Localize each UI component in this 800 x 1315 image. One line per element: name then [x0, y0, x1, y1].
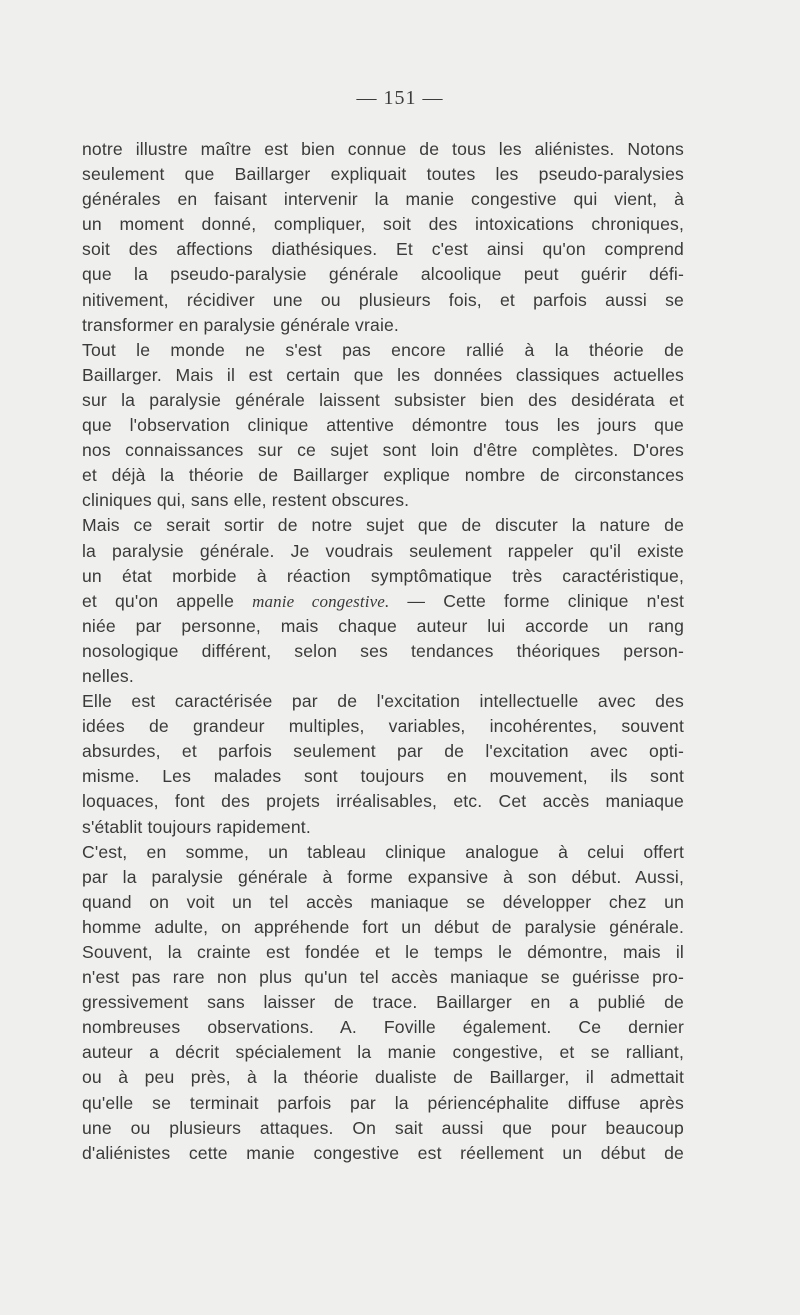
text-line: auteur a décrit spécialement la manie congestive, et se ralliant,	[82, 1042, 684, 1063]
text-line: par la paralysie générale à forme expansive à son début. Aussi,	[82, 866, 684, 887]
text-line: nelles.	[82, 665, 134, 686]
text-line: cliniques qui, sans elle, restent obscures.	[82, 490, 410, 511]
text-line: nos connaissances sur ce sujet sont loin d'être complètes. D'ores	[82, 440, 684, 461]
text-line: nosologique différent, selon ses tendances théoriques person-	[82, 640, 684, 661]
text-line: ou à peu près, à la théorie dualiste de Baillarger, il admettait	[82, 1067, 684, 1088]
text-line: misme. Les malades sont toujours en mouvement, ils sont	[82, 766, 684, 787]
text-line: Tout le monde ne s'est pas encore rallié à la théorie de	[82, 339, 684, 360]
text-line: générales en faisant intervenir la manie congestive qui vient, à	[82, 189, 684, 210]
text-line: Baillarger. Mais il est certain que les données classiques actuelles	[82, 364, 684, 385]
text-line: que l'observation clinique attentive démontre tous les jours que	[82, 415, 684, 436]
text-line: un état morbide à réaction symptômatique très caractéristique,	[82, 565, 684, 586]
text-line: loquaces, font des projets irréalisables, etc. Cet accès maniaque	[82, 791, 684, 812]
body-text	[82, 137, 684, 1166]
text-line: et déjà la théorie de Baillarger explique nombre de circonstances	[82, 465, 684, 486]
italic-term: manie congestive.	[252, 591, 390, 611]
text-line: seulement que Baillarger expliquait toutes les pseudo-paralysies	[82, 164, 684, 185]
text-line	[82, 589, 684, 614]
text-line: d'aliénistes cette manie congestive est réellement un début de	[82, 1142, 684, 1163]
text-line: sur la paralysie générale laissent subsister bien des desidérata et	[82, 389, 684, 410]
text-line: quand on voit un tel accès maniaque se développer chez un	[82, 891, 684, 912]
text-line: transformer en paralysie générale vraie.	[82, 314, 399, 335]
text-line: qu'elle se terminait parfois par la périencéphalite diffuse après	[82, 1092, 684, 1113]
text-line: Mais ce serait sortir de notre sujet que de discuter la nature de	[82, 515, 684, 536]
text-line: Elle est caractérisée par de l'excitation intellectuelle avec des	[82, 691, 684, 712]
text-line: que la pseudo-paralysie générale alcoolique peut guérir défi-	[82, 264, 684, 285]
page-number: — 151 —	[356, 87, 444, 109]
text-line: absurdes, et parfois seulement par de l'excitation avec opti-	[82, 741, 684, 762]
text-line: idées de grandeur multiples, variables, incohérentes, souvent	[82, 716, 684, 737]
text-line: gressivement sans laisser de trace. Baillarger en a publié de	[82, 992, 684, 1013]
text-line: nitivement, récidiver une ou plusieurs fois, et parfois aussi se	[82, 289, 684, 310]
text-line: la paralysie générale. Je voudrais seulement rappeler qu'il existe	[82, 540, 684, 561]
text-line: une ou plusieurs attaques. On sait aussi que pour beaucoup	[82, 1117, 684, 1138]
text-line: C'est, en somme, un tableau clinique analogue à celui offert	[82, 841, 684, 862]
text-line: niée par personne, mais chaque auteur lui accorde un rang	[82, 615, 684, 636]
text-line: un moment donné, compliquer, soit des intoxications chroniques,	[82, 214, 684, 235]
text-segment: et qu'on appelle	[82, 590, 253, 611]
text-line: notre illustre maître est bien connue de tous les aliénistes. Notons	[82, 139, 684, 159]
text-line: Souvent, la crainte est fondée et le temps le démontre, mais il	[82, 942, 684, 962]
text-line: s'établit toujours rapidement.	[82, 816, 311, 837]
text-line: soit des affections diathésiques. Et c'est ainsi qu'on comprend	[82, 239, 684, 260]
text-segment: — Cette forme clinique n'est	[389, 590, 684, 611]
text-line: n'est pas rare non plus qu'un tel accès maniaque se guérisse pro-	[82, 967, 684, 988]
text-line: nombreuses observations. A. Foville également. Ce dernier	[82, 1017, 684, 1038]
text-line: homme adulte, on appréhende fort un début de paralysie générale.	[82, 916, 684, 937]
